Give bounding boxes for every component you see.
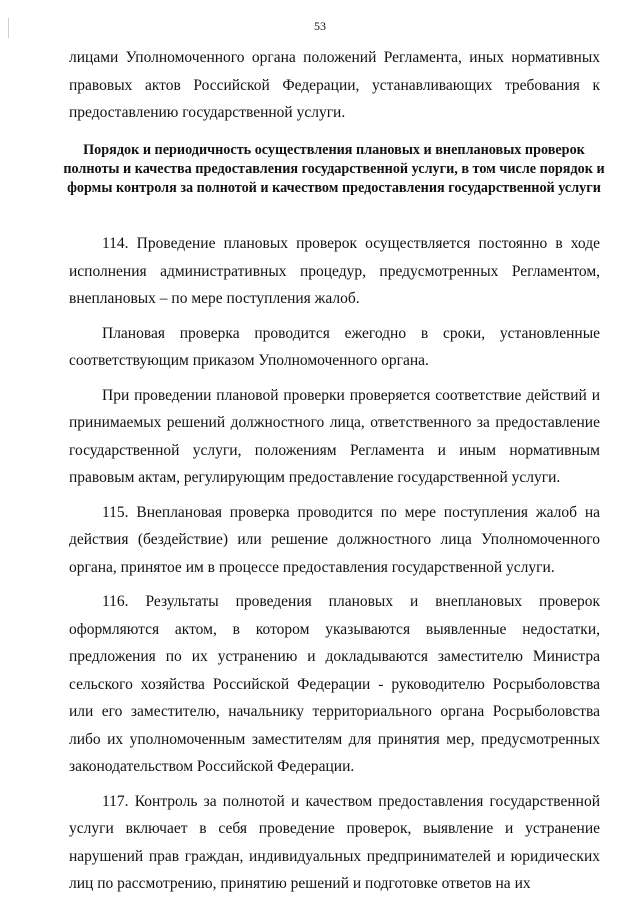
paragraph-planned-check: Плановая проверка проводится ежегодно в сроки, установленные соответствующим приказом Уполномоченного органа. — [69, 324, 600, 369]
paragraph-115: 115. Внеплановая проверка проводится по мере поступления жалоб на действия (бездействие) или решение должностного лица Уполномоченного органа, принятое им в процессе предоставления государственной услуги. — [69, 503, 600, 576]
intro-block — [69, 44, 600, 127]
paragraph-116: 116. Результаты проведения плановых и внеплановых проверок оформляются актом, в котором указываются выявленные недостатки, предложения по их устранению и докладываются заместителю Министра сельского хозяйства Российской Федерации - руководителю Росрыболовства или его заместителю, начальнику территориального органа Росрыболовства либо их уполномоченным заместителям для принятия мер, предусмотренных законодательством Российской Федерации. — [69, 593, 600, 775]
paragraph-planned-check-scope: При проведении плановой проверки проверяется соответствие действий и принимаемых решений должностного лица, ответственного за предоставление государственной услуги, положениям Регламента и иным нормативным правовым актам, регулирующим предоставление государственной услуги. — [69, 386, 600, 486]
page-number: 53 — [314, 19, 326, 33]
paragraph-117: 117. Контроль за полнотой и качеством предоставления государственной услуги включает в себя проведение проверок, выявление и устранение нарушений прав граждан, индивидуальных предпринимателей и юридических лиц по рассмотрению, принятию решений и подготовке ответов на их — [69, 792, 600, 892]
section-heading: Порядок и периодичность осуществления плановых и внеплановых проверок полноты и качества предоставления государственной услуги, в том числе порядок и формы контроля за полнотой и качеством предоставления государственной услуги — [63, 142, 605, 196]
intro-paragraph: лицами Уполномоченного органа положений Регламента, иных нормативных правовых актов Российской Федерации, устанавливающих требования к предоставлению государственной услуги. — [69, 49, 600, 121]
paragraph-114: 114. Проведение плановых проверок осуществляется постоянно в ходе исполнения административных процедур, предусмотренных Регламентом, внеплановых – по мере поступления жалоб. — [69, 235, 600, 307]
body-text — [69, 230, 600, 905]
